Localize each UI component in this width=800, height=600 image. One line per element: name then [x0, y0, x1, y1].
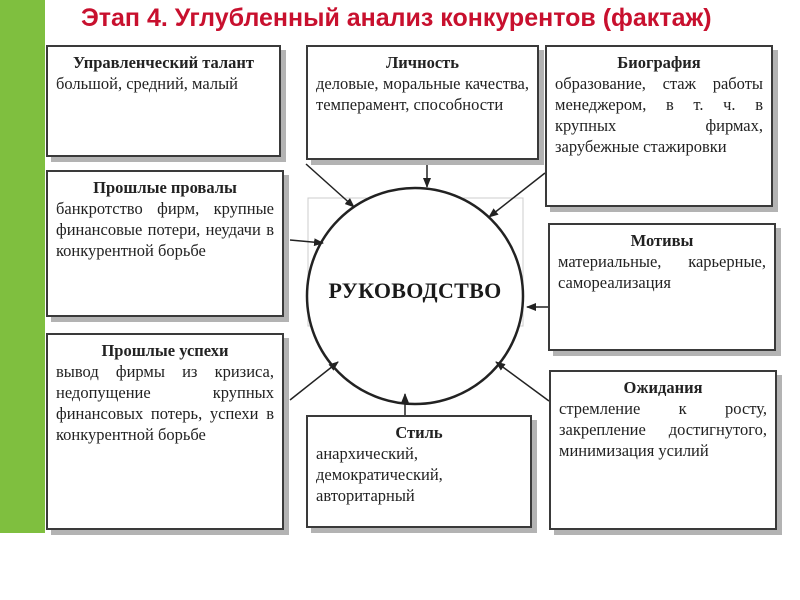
personality-heading: Личность [385, 53, 460, 72]
successes-box [46, 333, 284, 530]
expectations-box [549, 370, 777, 530]
arrow-successes [290, 362, 338, 400]
failures-box [46, 170, 284, 317]
style-heading: Стиль [395, 423, 443, 442]
motives-heading: Мотивы [630, 231, 694, 250]
style-box [306, 415, 532, 528]
personality-box [306, 45, 539, 160]
center-label: РУКОВОДСТВО [328, 278, 502, 303]
motives-box [548, 223, 776, 351]
motives-text: материальные, карьерные, самореализация [558, 252, 766, 292]
arrow-expectations [496, 362, 549, 401]
expectations-text: стремление к росту, закрепление достигнутого, минимизация усилий [559, 399, 767, 460]
talent-heading: Управленческий талант [72, 53, 255, 72]
talent-box [46, 45, 281, 157]
failures-heading: Прошлые провалы [93, 178, 237, 197]
biography-box [545, 45, 773, 207]
successes-text: вывод фирмы из кризиса, недопущение крупных финансовых потерь, успехи в конкурентной борьбе [56, 362, 274, 444]
biography-heading: Биография [617, 53, 701, 72]
successes-heading: Прошлые успехи [101, 341, 229, 360]
style-text: анархический, демократический, авторитарный [316, 444, 443, 505]
personality-text: деловые, моральные качества, темперамент, способности [316, 74, 529, 114]
slide-title: Этап 4. Углубленный анализ конкурентов (фактаж) [81, 4, 712, 32]
failures-text: банкротство фирм, крупные финансовые потери, неудачи в конкурентной борьбе [56, 199, 274, 260]
talent-text: большой, средний, малый [56, 74, 238, 93]
expectations-heading: Ожидания [623, 378, 703, 397]
biography-text: образование, стаж работы менеджером, в т. ч. в крупных фирмах, зарубежные стажировки [555, 74, 763, 156]
